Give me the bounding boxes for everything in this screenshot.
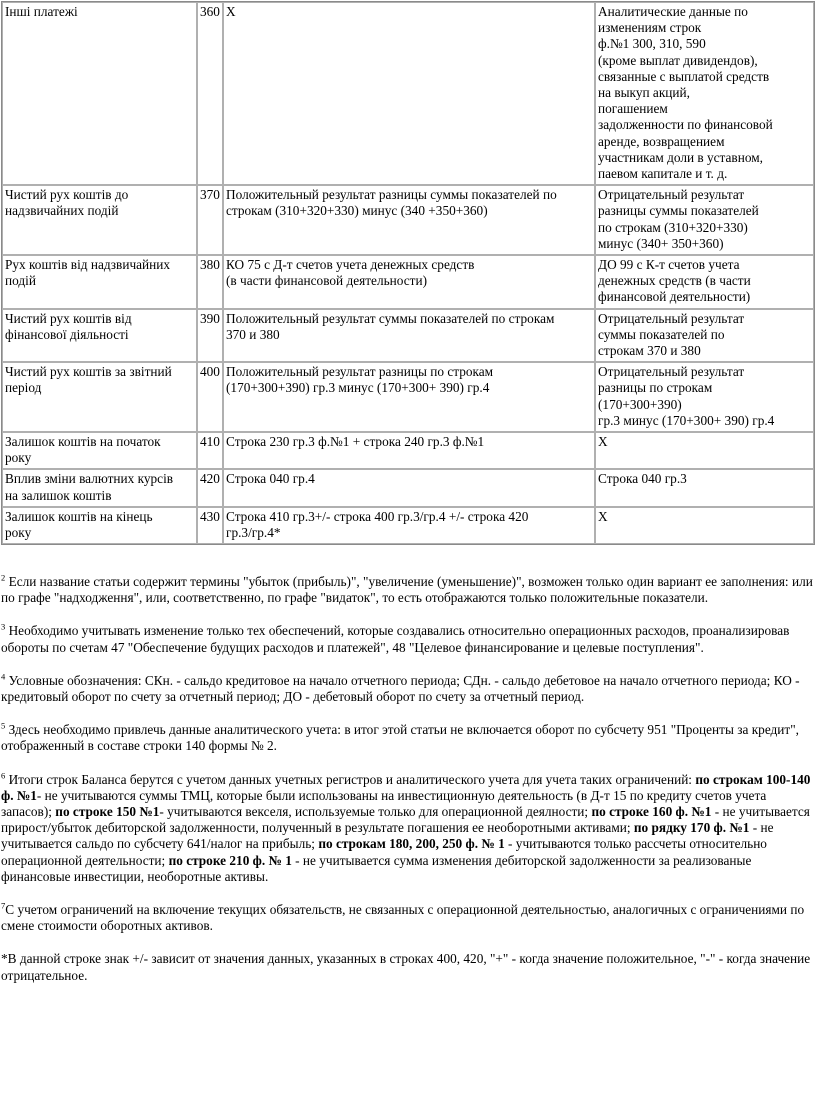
cash-flow-table	[1, 1, 815, 545]
footnote-2	[1, 574, 813, 606]
footnote-text: Итоги строк Баланса берутся с учетом данных учетных регистров и аналитического учета для учета таких ограничений:	[8, 771, 696, 787]
row-code-cell: 390	[197, 309, 223, 363]
row-code-cell: 360	[197, 2, 223, 185]
footnote-bold: по строкам 100-140 ф. №1	[1, 771, 811, 803]
footnote-mark: 2	[1, 572, 6, 583]
footnote-mark: 7	[1, 900, 6, 911]
row-analytic-cell: Отрицательный результат разницы суммы показателей по строкам (310+320+330) минус (340+ 350+360)	[595, 185, 814, 255]
row-analytic-cell: X	[595, 507, 814, 544]
footnote-mark: 6	[1, 770, 6, 781]
footnote-text: - не учитываются суммы ТМЦ, которые были использованы на инвестиционную деятельность (в Д-т 15 по кредиту счетов учета запасов);	[1, 787, 767, 820]
footnote-text: С учетом ограничений на включение текущих обязательств, не связанных с операционной деятельностью, аналогичных с ограничениями по смене стоимости оборотных активов.	[1, 902, 805, 934]
footnote-text: Необходимо учитывать изменение только тех обеспечений, которые создавались относительно операционных расходов, проанализировав обороты по счетам 47 "Обеспечение будущих расходов и платежей", 48 "Целевое финансирование и целевые поступления".	[1, 623, 790, 655]
footnote-bold: по строке 160 ф. №1	[591, 804, 712, 820]
footnote-mark: 3	[1, 621, 6, 632]
row-calc-cell: Строка 040 гр.4	[223, 469, 595, 506]
table-row	[2, 255, 814, 309]
footnote-text: Если название статьи содержит термины "убыток (прибыль)", "увеличение (уменьшение)", возможен только один вариант ее заполнения: или по графе "надходження", или, соответственно, по графе "видаток", то есть отображаются только положительные показатели.	[1, 574, 813, 606]
footnote-3	[1, 623, 813, 655]
row-calc-cell: КО 75 с Д-т счетов учета денежных средств (в части финансовой деятельности)	[223, 255, 595, 309]
row-analytic-cell: Строка 040 гр.3	[595, 469, 814, 506]
footnote-6	[1, 772, 813, 885]
table-row	[2, 432, 814, 469]
row-code-cell: 380	[197, 255, 223, 309]
footnote-text: - не учитывается сальдо по субсчету 641/налог на прибыль;	[1, 820, 774, 852]
row-calc-cell: X	[223, 2, 595, 185]
footnote-text: - учитываются только рассчеты относительно операционной деятельности;	[1, 836, 767, 868]
footnote-text: Здесь необходимо привлечь данные аналитического учета: в итог этой статьи не включается оборот по субсчету 951 "Проценты за кредит", отображенный в составе строки 140 формы № 2.	[1, 722, 799, 754]
footnote-mark: 5	[1, 720, 6, 731]
footnote-bold: по рядку 170 ф. №1	[633, 820, 750, 836]
row-code-cell: 420	[197, 469, 223, 506]
row-analytic-cell: X	[595, 432, 814, 469]
footnote-text: - учитываются векселя, используемые только для операционной деялности;	[159, 804, 592, 820]
row-name-cell: Залишок коштів на кінець року	[2, 507, 197, 544]
footnote-star	[1, 951, 813, 983]
row-code-cell: 410	[197, 432, 223, 469]
footnote-bold: по строке 210 ф. № 1	[168, 852, 292, 868]
row-analytic-cell: Отрицательный результат суммы показателей по строкам 370 и 380	[595, 309, 814, 363]
table-row	[2, 185, 814, 255]
footnote-text: - не учитывается сумма изменения дебиторской задолженности за реализованые финансовые инвестиции, необоротные активы.	[1, 852, 752, 884]
footnote-4	[1, 673, 813, 705]
row-calc-cell: Положительный результат суммы показателей по строкам 370 и 380	[223, 309, 595, 363]
footnote-text: Условные обозначения: СКн. - сальдо кредитовое на начало отчетного периода; СДн. - сальдо дебетовое на начало отчетного периода; КО - кредитовый оборот по счету за отчетный период; ДО - дебетовый оборот по счету за отчетный период.	[1, 672, 800, 705]
row-name-cell: Інші платежі	[2, 2, 197, 185]
row-analytic-cell: ДО 99 с К-т счетов учета денежных средств (в части финансовой деятельности)	[595, 255, 814, 309]
table-row	[2, 469, 814, 506]
row-name-cell: Рух коштів від надзвичайних подій	[2, 255, 197, 309]
footnote-7	[1, 902, 813, 934]
row-calc-cell: Строка 230 гр.3 ф.№1 + строка 240 гр.3 ф.№1	[223, 432, 595, 469]
row-analytic-cell: Отрицательный результат разницы по строкам (170+300+390) гр.3 минус (170+300+ 390) гр.4	[595, 362, 814, 432]
table-row	[2, 309, 814, 363]
row-analytic-cell: Аналитические данные по изменениям строк ф.№1 300, 310, 590 (кроме выплат дивидендов), связанные с выплатой средств на выкуп акций, погашением задолженности по финансовой аренде, возвращением участникам доли в уставном, паевом капитале и т. д.	[595, 2, 814, 185]
table-row	[2, 362, 814, 432]
row-code-cell: 370	[197, 185, 223, 255]
table-row	[2, 507, 814, 544]
footnote-bold: по строкам 180, 200, 250 ф. № 1	[318, 836, 505, 852]
table-row	[2, 2, 814, 185]
row-name-cell: Чистий рух коштів до надзвичайних подій	[2, 185, 197, 255]
table-body	[2, 2, 814, 544]
row-name-cell: Чистий рух коштів за звітний період	[2, 362, 197, 432]
row-name-cell: Вплив зміни валютних курсів на залишок коштів	[2, 469, 197, 506]
row-name-cell: Залишок коштів на початок року	[2, 432, 197, 469]
footnote-bold: по строке 150 №1	[55, 804, 160, 820]
row-code-cell: 430	[197, 507, 223, 544]
row-name-cell: Чистий рух коштів від фінансової діяльності	[2, 309, 197, 363]
footnote-mark: 4	[1, 671, 6, 682]
row-calc-cell: Положительный результат разницы суммы показателей по строкам (310+320+330) минус (340 +350+360)	[223, 185, 595, 255]
footnotes	[1, 574, 813, 1001]
row-calc-cell: Положительный результат разницы по строкам (170+300+390) гр.3 минус (170+300+ 390) гр.4	[223, 362, 595, 432]
row-code-cell: 400	[197, 362, 223, 432]
footnote-text: - не учитывается прирост/убыток дебиторской задолженности, полученный в результате погашения ее необоротными активами;	[1, 804, 810, 836]
row-calc-cell: Строка 410 гр.3+/- строка 400 гр.3/гр.4 +/- строка 420 гр.3/гр.4*	[223, 507, 595, 544]
footnote-text: *В данной строке знак +/- зависит от значения данных, указанных в строках 400, 420, "+" - когда значение положительное, "-" - когда значение отрицательное.	[1, 951, 811, 983]
footnote-5	[1, 722, 813, 754]
